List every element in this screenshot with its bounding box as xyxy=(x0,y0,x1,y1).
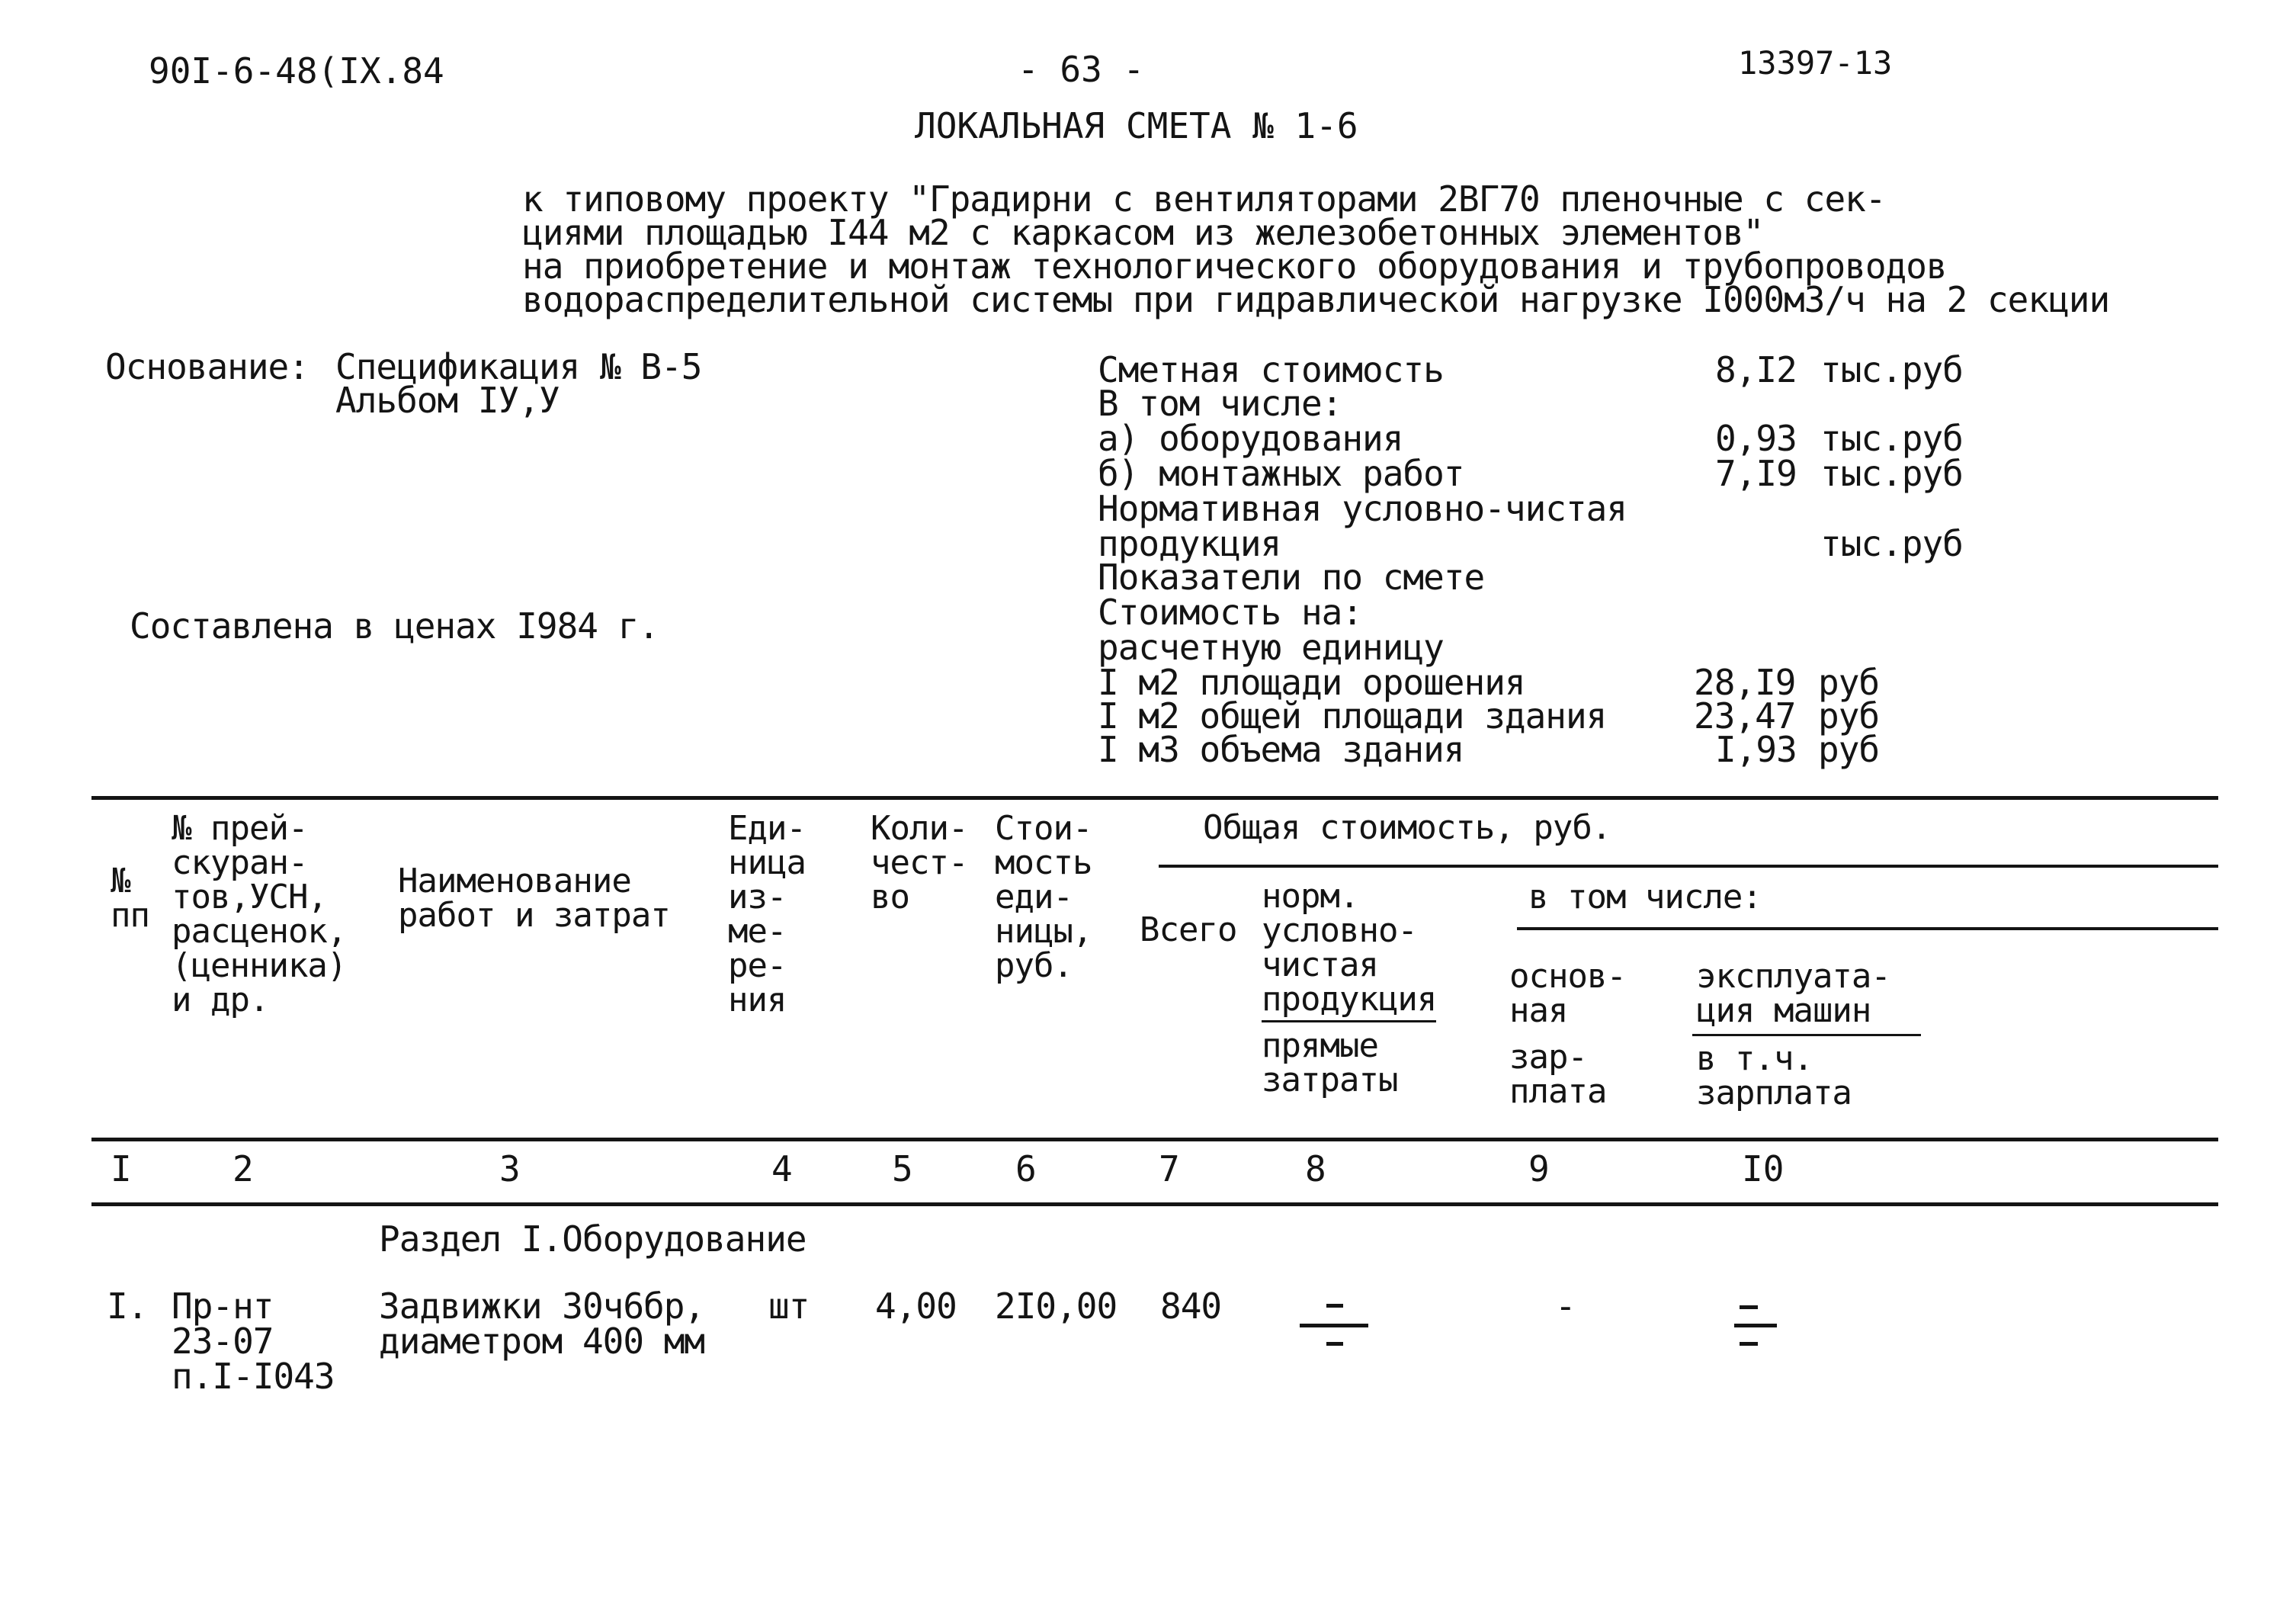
installation-unit: тыс.руб xyxy=(1820,453,1963,494)
including-label: В том числе: xyxy=(1098,383,1342,424)
including-rule xyxy=(1517,927,2218,930)
estimated-cost-value: 8,I2 xyxy=(1715,349,1797,390)
total-cost-rule xyxy=(1159,865,2218,868)
row-total: 840 xyxy=(1160,1286,1222,1327)
floor-area-unit: руб xyxy=(1818,695,1880,737)
volume-label: I м3 объема здания xyxy=(1098,729,1464,770)
indicators-label: Показатели по смете xyxy=(1098,557,1485,598)
column-number-2: 2 xyxy=(232,1148,254,1189)
column-number-6: 6 xyxy=(1015,1148,1037,1189)
equipment-label: а) оборудования xyxy=(1098,418,1403,459)
column-number-1: I xyxy=(111,1148,132,1189)
header-col-total: Всего xyxy=(1140,910,1237,949)
normative-label-2: продукция xyxy=(1098,523,1281,564)
section-title: Раздел I.Оборудование xyxy=(379,1218,806,1260)
irrigation-label: I м2 площади орошения xyxy=(1098,662,1525,703)
header-col-unit-price: Стои- мость еди- ницы, руб. xyxy=(995,809,1092,985)
estimated-cost-label: Сметная стоимость xyxy=(1098,349,1444,390)
column-number-4: 4 xyxy=(771,1148,793,1189)
basis-album: Альбом IУ,У xyxy=(335,380,560,421)
estimated-cost-unit: тыс.руб xyxy=(1820,349,1963,390)
header-col-quantity: Коли- чест- во xyxy=(871,809,968,916)
row-number: I. xyxy=(107,1286,148,1327)
row-name: Задвижки 30ч6бр, диаметром 400 мм xyxy=(379,1286,705,1362)
row-col9-value: - xyxy=(1555,1286,1576,1327)
header-col-pricelist: № прей- скуран- тов,УСН, расценок, (ценника) и др. xyxy=(172,809,347,1019)
header-col-machines: эксплуата- ция машин в т.ч. зарплата xyxy=(1696,957,1890,1112)
equipment-unit: тыс.руб xyxy=(1820,418,1963,459)
header-col-base-salary: основ- ная зар- плата xyxy=(1509,957,1626,1111)
table-top-rule xyxy=(91,796,2218,800)
subtitle-line-4: водораспределительной системы при гидравлической нагрузке I000м3/ч на 2 секции xyxy=(522,279,2110,320)
column-number-7: 7 xyxy=(1159,1148,1180,1189)
normative-unit: тыс.руб xyxy=(1820,523,1963,564)
basis-specification: Спецификация № В-5 xyxy=(335,346,702,387)
header-col-name: Наименование работ и затрат xyxy=(398,862,670,935)
header-col-unit: Еди- ница из- ме- ре- ния xyxy=(728,809,806,1019)
row-unit: шт xyxy=(768,1286,810,1327)
row-unit-price: 2I0,00 xyxy=(995,1286,1118,1327)
header-col-number: № пп xyxy=(111,862,149,935)
floor-area-value: 23,47 xyxy=(1694,695,1796,737)
inventory-number: 13397-13 xyxy=(1738,44,1893,82)
column-number-9: 9 xyxy=(1528,1148,1550,1189)
equipment-value: 0,93 xyxy=(1715,418,1797,459)
header-col-normative: норм. условно- чистая продукция прямые затраты xyxy=(1262,877,1437,1099)
volume-unit: руб xyxy=(1818,729,1880,770)
document-code: 90I-6-48(IX.84 xyxy=(149,50,444,91)
installation-value: 7,I9 xyxy=(1715,453,1797,494)
page-number: - 63 - xyxy=(1018,49,1145,90)
irrigation-unit: руб xyxy=(1818,662,1880,703)
header-including: в том числе: xyxy=(1528,878,1762,916)
column-number-5: 5 xyxy=(892,1148,913,1189)
column-number-10: I0 xyxy=(1742,1148,1785,1189)
installation-label: б) монтажных работ xyxy=(1098,453,1464,494)
cost-for-label: Стоимость на: xyxy=(1098,592,1363,633)
calc-unit-label: расчетную единицу xyxy=(1098,627,1444,668)
compiled-prices: Составлена в ценах I984 г. xyxy=(130,605,659,647)
column-number-8: 8 xyxy=(1305,1148,1326,1189)
column-numbers-top-rule xyxy=(91,1138,2218,1141)
header-total-cost: Общая стоимость, руб. xyxy=(1203,808,1611,847)
basis-label: Основание: xyxy=(105,346,309,387)
floor-area-label: I м2 общей площади здания xyxy=(1098,695,1607,737)
subtitle-line-2: циями площадью I44 м2 с каркасом из железобетонных элементов" xyxy=(522,212,1764,253)
column-numbers-bottom-rule xyxy=(91,1202,2218,1206)
volume-value: I,93 xyxy=(1715,729,1797,770)
row-reference: Пр-нт 23-07 п.I-I043 xyxy=(172,1286,335,1397)
irrigation-value: 28,I9 xyxy=(1694,662,1796,703)
subtitle-line-3: на приобретение и монтаж технологического оборудования и трубопроводов xyxy=(522,246,1947,287)
row-quantity: 4,00 xyxy=(875,1286,957,1327)
column-number-3: 3 xyxy=(499,1148,521,1189)
document-title: ЛОКАЛЬНАЯ СМЕТА № 1-6 xyxy=(915,105,1358,146)
normative-label-1: Нормативная условно-чистая xyxy=(1098,488,1627,529)
subtitle-line-1: к типовому проекту "Градирни с вентиляторами 2ВГ70 пленочные с сек- xyxy=(522,178,1886,220)
